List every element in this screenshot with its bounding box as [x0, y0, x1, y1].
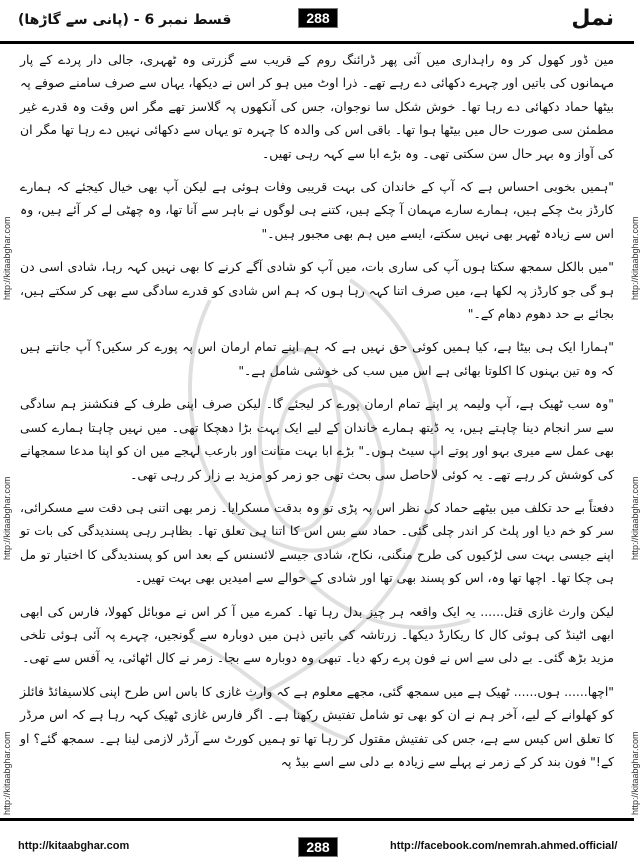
page-header	[0, 0, 634, 44]
page-number-bottom: 288	[298, 837, 338, 857]
footer-website-link[interactable]: http://kitaabghar.com	[18, 840, 130, 852]
side-watermark-right: http://kitaabghar.com	[630, 476, 640, 560]
header-rule	[0, 41, 634, 44]
paragraph: مین ڈور کھول کر وہ راہداری میں آئی پھر ڈرائنگ روم کے قریب سے گزرتی وہ ٹھہری، جالی دار پردے کے پار مہمانوں کی باتیں اور چہرے دکھائی دے رہے تھے۔ ذرا اوٹ میں ہو کر اس نے دیکھا، یہاں سے صرف سامنے صوفے پہ بیٹھا حماد دکھائی دے رہا تھا۔ خوش شکل سا نوجوان، جس کی آنکھوں پہ گلاسز تھے مگر اس وقت وہ قدرے غیر مطمئن سی صورت حال میں بیٹھا ہوا تھا۔ باقی اس کی والدہ کا چہرہ تو یہاں سے دکھائی نہیں دے رہا تھا مگر ان کی آواز وہ بہر حال سن سکتی تھی۔ وہ بڑے ابا سے کہہ رہی تھیں۔	[20, 52, 614, 161]
story-body	[20, 48, 614, 773]
page-number-top: 288	[298, 8, 338, 28]
paragraph: "میں بالکل سمجھ سکتا ہوں آپ کی ساری بات، میں آپ کو شادی آگے کرنے کا بھی نہیں کہہ رہا، شادی اسی دن ہو گی جو کارڈز پہ لکھا ہے، میں صرف اتنا کہہ رہا ہوں کہ ہم اس شادی کو قدرے سادگی سے بھی کر سکتے ہیں، بجائے بے حد دھوم دھام کے۔"	[20, 259, 614, 322]
episode-title: قسط نمبر 6 - (پانی سے گاڑھا)	[18, 12, 232, 28]
footer-facebook-link[interactable]: http://facebook.com/nemrah.ahmed.official/	[390, 840, 618, 852]
paragraph: "ہمیں بخوبی احساس ہے کہ آپ کے خاندان کی بہت قریبی وفات ہوئی ہے لیکن آپ بھی خیال کیجئے کہ ہمارے کارڈز بٹ چکے ہیں، ہمارے سارے مہمان آ چکے ہیں، کتنے ہی لوگوں نے باہر سے آنا تھا، وہ چھٹی لے کر آئے ہیں، وہ اس سے زیادہ ٹھہر بھی نہیں سکتے، ایسے میں ہم بھی مجبور ہیں۔"	[20, 179, 614, 241]
paragraph: "وہ سب ٹھیک ہے، آپ ولیمہ پر اپنے تمام ارمان پورے کر لیجئے گا۔ لیکن صرف اپنی طرف کے فنکشنز ہم سادگی سے سر انجام دینا چاہتے ہیں، یہ ڈیتھ ہمارے خاندان کے لیے ایک بہت بڑا دھچکا تھی۔ میں نہیں چاہتا ہمارے کسی بھی عمل سے میری بہو اور پوتے اپ سیٹ ہوں۔" بڑے ابا بہت متانت اور بارعب لہجے میں ان کو اپنا مدعا سمجھانے کی کوشش کر رہے تھے۔ یہ کوئی لاحاصل سی بحث تھی جو زمر کو مزید بے زار کر رہی تھی۔	[20, 396, 614, 482]
footer-rule	[0, 818, 634, 821]
magazine-logo: نمل	[571, 6, 614, 31]
side-watermark-left: http://kitaabghar.com	[2, 476, 12, 560]
side-watermark-left: http://kitaabghar.com	[2, 731, 12, 815]
paragraph: لیکن وارث غازی قتل...... یہ ایک واقعہ ہر چیز بدل رہا تھا۔ کمرے میں آ کر اس نے موبائل کھولا، فارس کی ابھی ابھی اٹینڈ کی ہوئی کال کا ریکارڈ دیکھا۔ زرتاشہ کی باتیں ذہن میں دوبارہ سے گونجیں، چہرے پہ آئی ہوئی تلخی مزید بڑھ گئی۔ بے دلی سے اس نے فون پرے رکھ دیا۔ تبھی وہ دوبارہ سے بجا۔ زمر نے کال اٹھائی، یہ آفس سے تھی۔	[20, 603, 614, 666]
side-watermark-right: http://kitaabghar.com	[630, 731, 640, 815]
side-watermark-right: http://kitaabghar.com	[630, 216, 640, 300]
paragraph: دفعتاً بے حد تکلف میں بیٹھے حماد کی نظر اس پہ پڑی تو وہ بدقت مسکرایا۔ زمر بھی اتنی ہی دقت سے مسکرائی، سر کو خم دیا اور پلٹ کر اندر چلی گئی۔ حماد سے بس اس کا اتنا ہی تعلق تھا۔ بظاہر رہی پسندیدگی کی بات تو اپنے جیسی بہت سی لڑکیوں کی طرح منگنی، نکاح، شادی جیسے لائسنس کے بعد اس کو پسندیدگی کا اختیار تو مل ہی چکا تھا۔ اچھا تھا وہ، اس کو پسند بھی تھا اور شادی کے حوالے سے امیدیں بھی بہت تھیں۔	[20, 499, 614, 586]
paragraph: "ہمارا ایک ہی بیٹا ہے، کیا ہمیں کوئی حق نہیں ہے کہ ہم اپنے تمام ارمان اس پہ پورے کر سکیں؟ آپ جانتے ہیں کہ وہ تین بہنوں کا اکلوتا بھائی ہے اس میں سب کی خوشی شامل ہے۔"	[20, 339, 614, 378]
paragraph: "اچھا...... ہوں...... ٹھیک ہے میں سمجھ گئی، مجھے معلوم ہے کہ وارث غازی کا باس اس طرح اپنی کلاسیفائڈ فائلز کو کھلوانے کے لیے، آخر ہم نے ان کو بھی تو شامل تفتیش رکھنا ہے۔ اگر فارس غازی ٹھیک کہہ رہا ہے کہ اس مرڈر کا تعلق اس کیس سے ہے، جس کی تفتیش مقتول کر رہا تھا تو ہمیں کورٹ سے آرڈر لازمی لینا ہے۔ سمجھ گئے؟ او کے!" فون بند کر کے زمر نے پہلے سے زیادہ بے دلی سے اسے بیڈ پہ	[20, 683, 614, 769]
side-watermark-left: http://kitaabghar.com	[2, 216, 12, 300]
